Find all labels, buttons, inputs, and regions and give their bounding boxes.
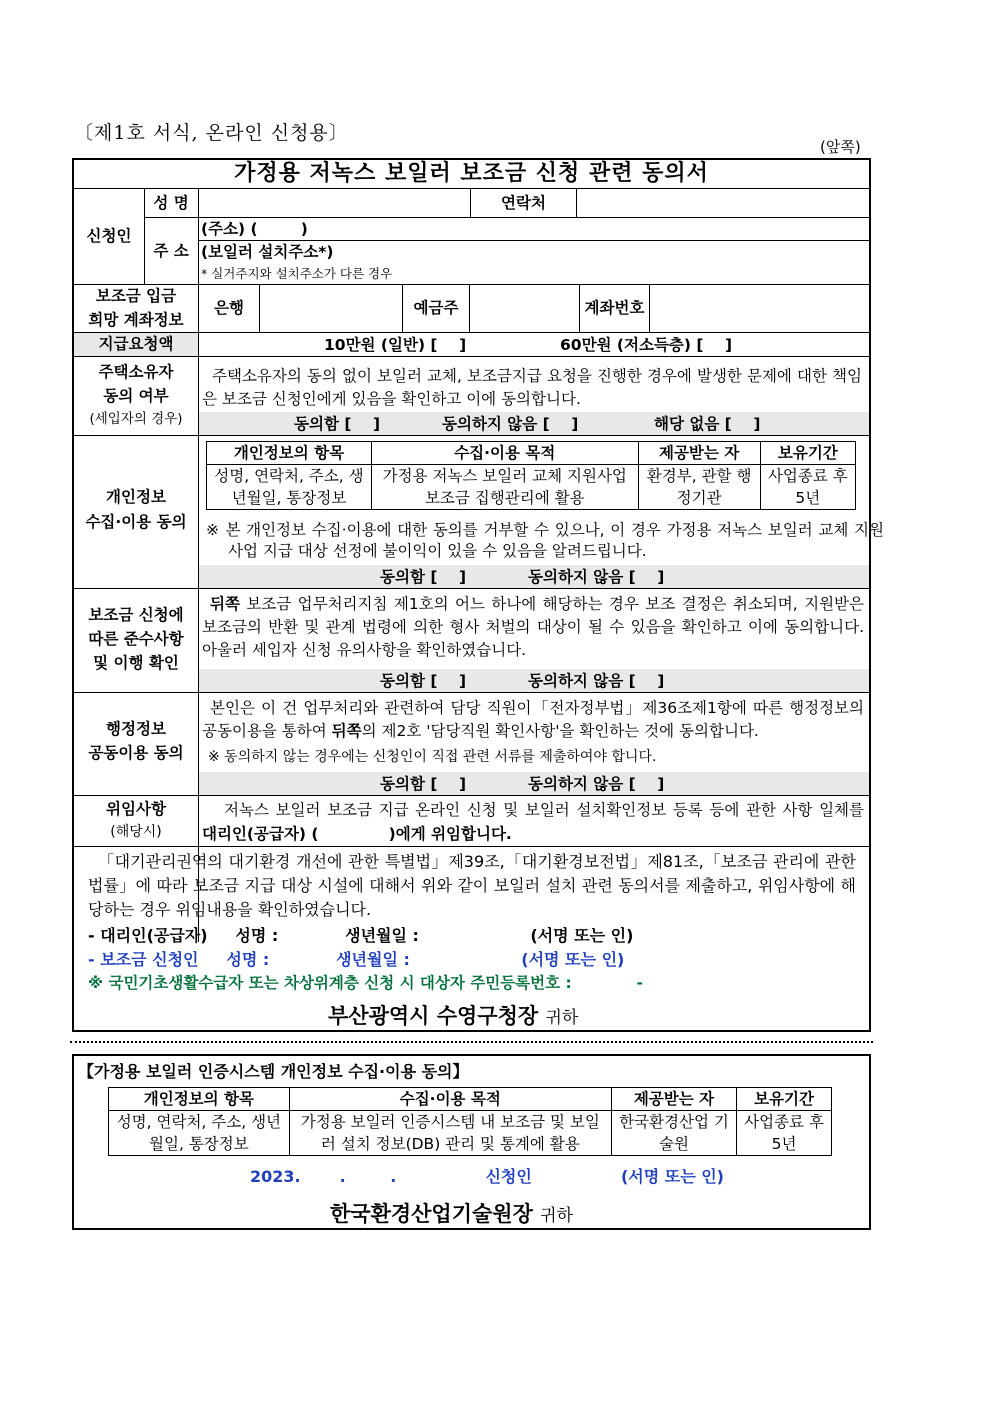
privacy-label-2: 수집·이용 동의: [85, 513, 187, 531]
owner-disagree-checkbox[interactable]: 동의하지 않음 [ ]: [442, 415, 579, 433]
addressee-2-name: 한국환경산업기술원장: [330, 1202, 533, 1226]
cert-header-recipient: 제공받는 자: [611, 1088, 736, 1111]
declaration-text: 「대기관리권역의 대기환경 개선에 관한 특별법」제39조,「대기환경보전법」제81조,「보조금 관리에 관한 법률」에 따라 보조금 지급 대상 시설에 대해서 위와 같이 보일러 설치 관련 동의서를 제출하고, 위임사항에 해당하는 경우 위임내용을 확인하였습니다.: [88, 852, 856, 919]
name-label: 성 명: [153, 193, 189, 212]
address-field[interactable]: (주소) ( ): [201, 220, 308, 238]
privacy-notice: ※ 본 개인정보 수집·이용에 대한 동의를 거부할 수 있으나, 이 경우 가정용 저녹스 보일러 교체 지원사업 지급 대상 선정에 불이익이 있을 수 있음을 알려드립니다.: [206, 521, 884, 560]
amount-label: 지급요청액: [98, 335, 174, 353]
compliance-text-bold: 뒤쪽: [210, 595, 240, 613]
cert-header-retention: 보유기간: [737, 1088, 832, 1111]
amount-low-income-checkbox[interactable]: 60만원 (저소득층) [ ]: [560, 336, 733, 354]
account-number-label: 계좌번호: [584, 299, 645, 317]
cert-header-items: 개인정보의 항목: [109, 1088, 290, 1111]
addressee-2-honorific: 귀하: [540, 1206, 574, 1226]
cert-cell-retention: 사업종료 후 5년: [737, 1111, 832, 1156]
agent-signature-line[interactable]: - 대리인(공급자) 성명 : 생년월일 : (서명 또는 인): [88, 926, 634, 945]
amount-general-checkbox[interactable]: 10만원 (일반) [ ]: [324, 336, 467, 354]
holder-field[interactable]: [470, 285, 579, 331]
account-label-1: 보조금 입금: [95, 287, 177, 305]
consent-form: [72, 158, 884, 1032]
form-title: 가정용 저녹스 보일러 보조금 신청 관련 동의서: [234, 161, 709, 186]
privacy-agree-checkbox[interactable]: 동의함 [ ]: [380, 568, 467, 586]
account-label-2: 희망 계좌정보: [88, 311, 184, 329]
contact-label: 연락처: [501, 193, 546, 212]
owner-na-checkbox[interactable]: 해당 없음 [ ]: [654, 415, 761, 433]
certification-title: 【가정용 보일러 인증시스템 개인정보 수집·이용 동의】: [78, 1062, 469, 1081]
cert-cell-purpose: 가정용 보일러 인증시스템 내 보조금 및 보일러 설치 정보(DB) 관리 및 통계에 활용: [289, 1111, 611, 1156]
delegation-text-a: 저녹스 보일러 보조금 지급 온라인 신청 및 보일러 설치확인정보 등록 등에 관한 사항 일체를: [224, 801, 864, 819]
owner-label-2: 동의 여부: [103, 387, 169, 405]
compliance-label-2: 따른 준수사항: [88, 630, 184, 648]
addressee-1-name: 부산광역시 수영구청장: [328, 1004, 539, 1028]
delegation-label-2: (해당시): [110, 824, 162, 840]
privacy-cell-retention: 사업종료 후 5년: [760, 465, 855, 510]
holder-label: 예금주: [413, 299, 459, 317]
admin-info-text-a: 본인은 이 건 업무처리와 관련하여 담당 직원이「전자정부법」제36조제1항에 따른 행정정보의 공동이용을 통하여: [202, 699, 864, 740]
name-field[interactable]: [199, 189, 470, 216]
applicant-label: 신청인: [86, 227, 132, 245]
owner-label-3: (세입자의 경우): [89, 411, 183, 427]
admin-info-label-2: 공동이용 동의: [88, 744, 184, 762]
account-number-field[interactable]: [650, 285, 869, 331]
admin-info-agree-checkbox[interactable]: 동의함 [ ]: [380, 775, 467, 793]
address-label: 주 소: [153, 241, 189, 260]
privacy-header-recipient: 제공받는 자: [638, 442, 760, 465]
addressee-2: [330, 1198, 573, 1228]
certification-table: [108, 1087, 832, 1156]
privacy-label-1: 개인정보: [106, 488, 166, 506]
admin-info-text: [202, 697, 864, 743]
privacy-header-items: 개인정보의 항목: [207, 442, 372, 465]
rrn-line[interactable]: ※ 국민기초생활수급자 또는 차상위계층 신청 시 대상자 주민등록번호 : -: [88, 974, 643, 992]
compliance-text-body: 보조금 업무처리지침 제1호의 어느 하나에 해당하는 경우 보조 결정은 취소되며, 지원받은 보조금의 반환 및 관계 법령에 의한 형사 처벌의 대상이 될 수 있음을 확인하고 이에 동의합니다. 아울러 세입자 신청 유의사항을 확인하였습니다.: [202, 595, 864, 659]
admin-info-note: ※ 동의하지 않는 경우에는 신청인이 직접 관련 서류를 제출하여야 합니다.: [208, 749, 657, 765]
compliance-disagree-checkbox[interactable]: 동의하지 않음 [ ]: [528, 672, 665, 690]
privacy-cell-items: 성명, 연락처, 주소, 생년월일, 통장정보: [207, 465, 372, 510]
delegation-text-bold: 대리인(공급자) ( )에게 위임합니다.: [202, 825, 512, 843]
cert-cell-recipient: 한국환경산업 기술원: [611, 1111, 736, 1156]
compliance-text: [202, 593, 864, 662]
owner-agree-checkbox[interactable]: 동의함 [ ]: [294, 415, 381, 433]
addressee-1-honorific: 귀하: [545, 1008, 579, 1028]
owner-consent-text: 주택소유자의 동의 없이 보일러 교체, 보조금지급 요청을 진행한 경우에 발생한 문제에 대한 책임은 보조금 신청인에게 있음을 확인하고 이에 동의합니다.: [202, 367, 862, 408]
admin-info-disagree-checkbox[interactable]: 동의하지 않음 [ ]: [528, 775, 665, 793]
bank-label: 은행: [214, 299, 244, 317]
compliance-label-3: 및 이행 확인: [93, 654, 179, 672]
cert-header-purpose: 수집·이용 목적: [289, 1088, 611, 1111]
compliance-label-1: 보조금 신청에: [88, 606, 184, 624]
admin-info-text-b: 의 제2호 '담당직원 확인사항'을 확인하는 것에 동의합니다.: [361, 722, 759, 740]
install-address-field[interactable]: (보일러 설치주소*): [201, 243, 334, 261]
privacy-header-purpose: 수집·이용 목적: [371, 442, 638, 465]
delegation-label-1: 위임사항: [106, 800, 166, 818]
privacy-cell-purpose: 가정용 저녹스 보일러 교체 지원사업 보조금 집행관리에 활용: [371, 465, 638, 510]
delegation-text: [202, 798, 864, 846]
install-address-note: * 실거주지와 설치주소가 다른 경우: [201, 266, 393, 281]
bank-field[interactable]: [260, 285, 402, 331]
privacy-header-retention: 보유기간: [760, 442, 855, 465]
admin-info-text-bold: 뒤쪽: [331, 722, 362, 740]
certification-consent: [72, 1054, 871, 1230]
form-label: 〔제1호 서식, 온라인 신청용〕: [74, 122, 349, 144]
addressee-1: [328, 1000, 578, 1030]
cert-cell-items: 성명, 연락처, 주소, 생년월일, 통장정보: [109, 1111, 290, 1156]
applicant-signature-line[interactable]: - 보조금 신청인 성명 : 생년월일 : (서명 또는 인): [88, 950, 625, 969]
certification-date-line[interactable]: 2023. . . 신청인 (서명 또는 인): [250, 1167, 724, 1186]
section-divider: [70, 1041, 873, 1043]
compliance-agree-checkbox[interactable]: 동의함 [ ]: [380, 672, 467, 690]
contact-field[interactable]: [577, 189, 869, 216]
admin-info-label-1: 행정정보: [106, 720, 166, 738]
privacy-cell-recipient: 환경부, 관할 행정기관: [638, 465, 760, 510]
privacy-disagree-checkbox[interactable]: 동의하지 않음 [ ]: [528, 568, 665, 586]
privacy-table: [206, 441, 856, 510]
owner-label-1: 주택소유자: [98, 363, 174, 381]
page-side: (앞쪽): [820, 138, 861, 156]
